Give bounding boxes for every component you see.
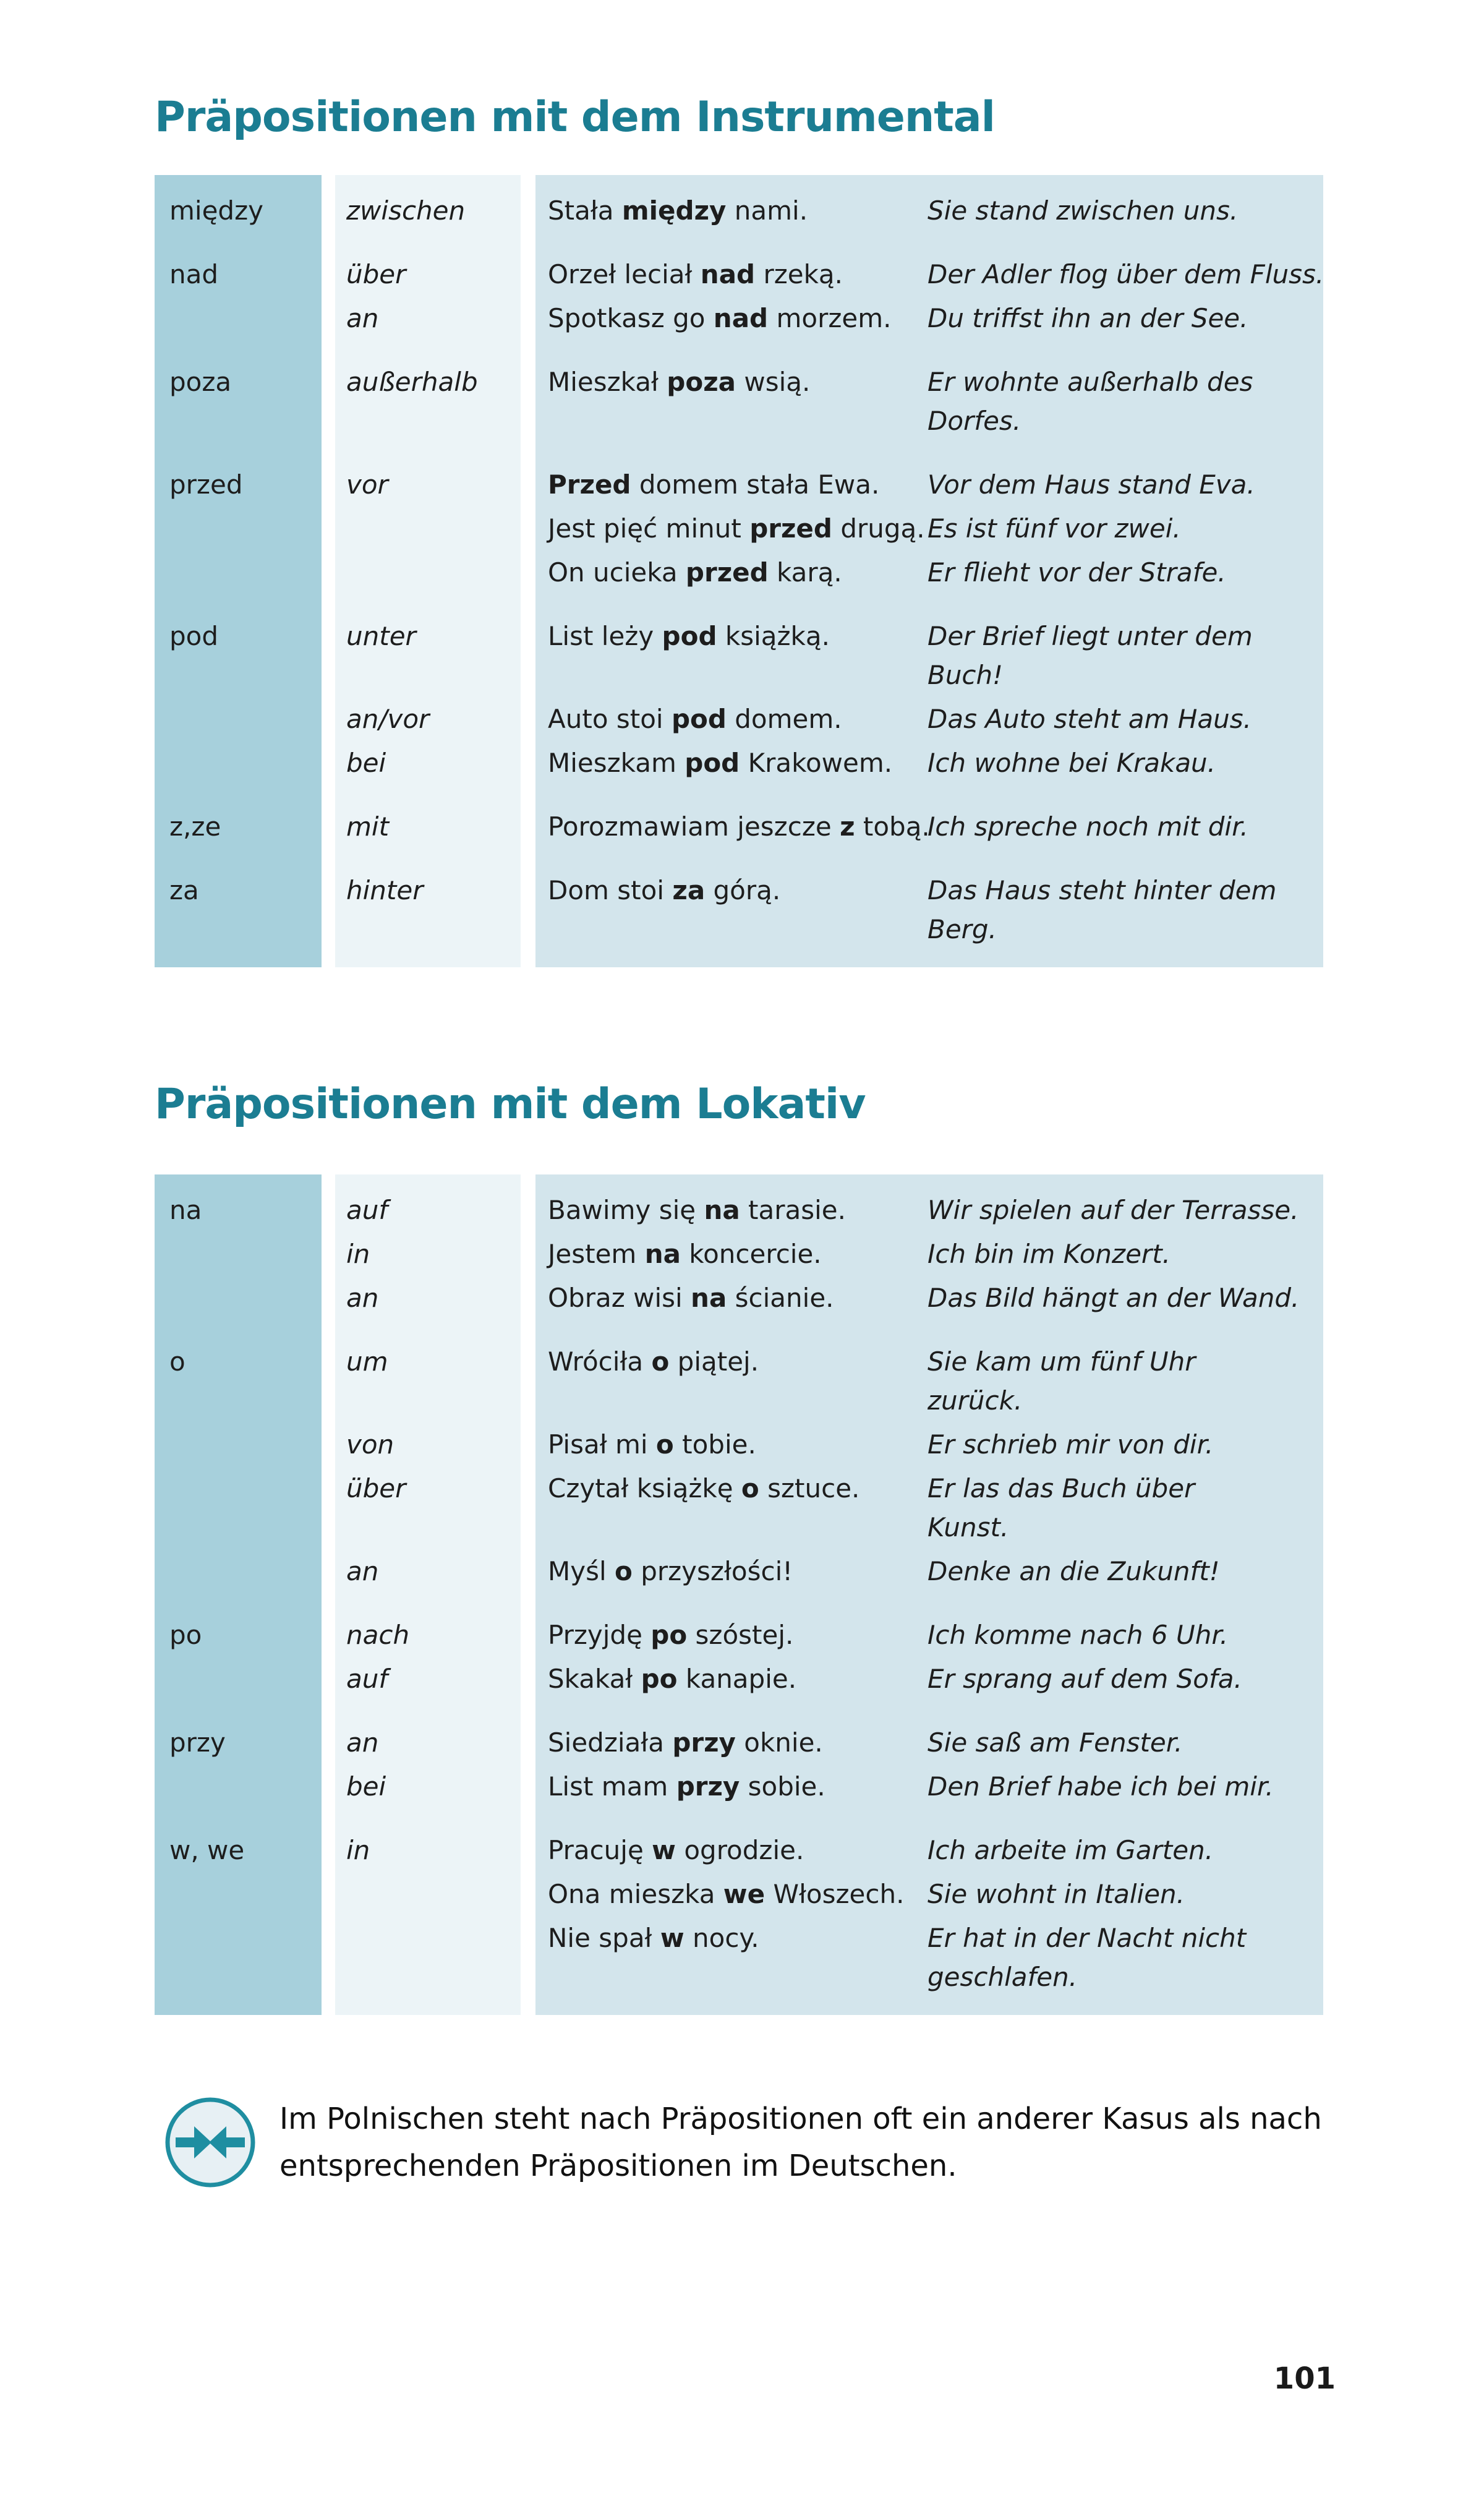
preposition-pl: przy	[169, 1727, 226, 1758]
example-de	[915, 191, 1323, 230]
example-pl: Stała między nami.	[548, 195, 808, 226]
table-subrow	[155, 299, 1323, 338]
example-pl: Czytał książkę o sztuce.	[548, 1473, 860, 1504]
example-de-line: Den Brief habe ich bei mir.	[927, 1771, 1274, 1802]
table-subrow	[155, 1469, 1323, 1547]
table-row	[155, 871, 1323, 949]
example-de	[915, 1234, 1323, 1273]
table-row	[155, 1723, 1323, 1806]
table-subrow	[155, 362, 1323, 440]
preposition-de	[322, 509, 521, 548]
example-de	[915, 255, 1324, 294]
table-subrow	[155, 191, 1323, 230]
table-row	[155, 1191, 1323, 1317]
preposition-pl	[155, 299, 322, 338]
converging-arrows-icon	[162, 2094, 258, 2191]
example-pl: Pisał mi o tobie.	[548, 1429, 756, 1460]
example-de	[915, 1469, 1323, 1547]
preposition-pl	[155, 1552, 322, 1591]
preposition-de: vor	[346, 469, 388, 500]
preposition-pl: za	[169, 875, 199, 905]
table-subrow	[155, 1918, 1323, 1996]
table-subrow	[155, 1831, 1323, 1870]
preposition-de: außerhalb	[346, 367, 478, 397]
example-de	[915, 1918, 1323, 1996]
table-row	[155, 1615, 1323, 1698]
example-de-line: Es ist fünf vor zwei.	[927, 513, 1181, 544]
preposition-de: mit	[346, 811, 390, 842]
preposition-pl: przed	[169, 469, 243, 500]
example-de-line: Ich wohne bei Krakau.	[927, 748, 1216, 778]
table-subrow	[155, 1234, 1323, 1273]
preposition-pl: poza	[169, 367, 232, 397]
preposition-de: über	[346, 1473, 406, 1504]
preposition-de: an	[346, 1727, 379, 1758]
table-subrow	[155, 1723, 1323, 1762]
example-de-line: Sie stand zwischen uns.	[927, 195, 1239, 226]
example-pl: List leży pod książką.	[548, 621, 830, 651]
example-pl: Jestem na koncercie.	[548, 1239, 822, 1269]
example-de	[915, 699, 1323, 738]
example-de	[915, 553, 1323, 592]
example-de-line: Er hat in der Nacht nicht	[927, 1923, 1247, 1953]
example-pl: Wróciła o piątej.	[548, 1346, 759, 1377]
table-row	[155, 807, 1323, 846]
preposition-de: in	[346, 1239, 370, 1269]
table-subrow	[155, 699, 1323, 738]
preposition-de: an	[346, 303, 379, 333]
example-pl: Przyjdę po szóstej.	[548, 1620, 794, 1650]
table-subrow	[155, 871, 1323, 949]
example-de	[915, 509, 1323, 548]
example-de-line: Das Auto steht am Haus.	[927, 704, 1252, 734]
example-de	[915, 1342, 1323, 1420]
example-de-line: Ich komme nach 6 Uhr.	[927, 1620, 1229, 1650]
preposition-de	[322, 1918, 521, 1996]
example-de-line: Buch!	[927, 660, 1003, 690]
table-subrow	[155, 1659, 1323, 1698]
table-subrow	[155, 743, 1323, 782]
preposition-pl: na	[169, 1195, 202, 1225]
section-title-instrumental: Präpositionen mit dem Instrumental	[155, 93, 995, 142]
preposition-pl	[155, 553, 322, 592]
preposition-pl: w, we	[169, 1835, 245, 1865]
preposition-de: über	[346, 259, 406, 289]
table-row	[155, 1342, 1323, 1591]
example-de-line: Er las das Buch über	[927, 1473, 1195, 1504]
table-subrow	[155, 465, 1323, 504]
example-pl: Obraz wisi na ścianie.	[548, 1283, 834, 1313]
page-number: 101	[1273, 2361, 1336, 2396]
preposition-de: von	[346, 1429, 394, 1460]
preposition-pl	[155, 1659, 322, 1698]
example-de-line: Dorfes.	[927, 406, 1021, 436]
example-de-line: Das Bild hängt an der Wand.	[927, 1283, 1300, 1313]
preposition-pl	[155, 509, 322, 548]
preposition-de: an/vor	[346, 704, 430, 734]
note-text	[279, 2095, 1322, 2189]
preposition-pl	[155, 743, 322, 782]
example-de	[915, 1875, 1323, 1914]
example-de-line: Ich spreche noch mit dir.	[927, 811, 1248, 842]
example-de-line: Er schrieb mir von dir.	[927, 1429, 1214, 1460]
preposition-de: an	[346, 1283, 379, 1313]
example-de-line: Er wohnte außerhalb des	[927, 367, 1253, 397]
preposition-de: in	[346, 1835, 370, 1865]
table-subrow	[155, 1278, 1323, 1317]
example-pl: Mieszkał poza wsią.	[548, 367, 811, 397]
example-de	[915, 1425, 1323, 1464]
example-de	[915, 1552, 1323, 1591]
table-row	[155, 255, 1323, 338]
preposition-pl: między	[169, 195, 263, 226]
example-de	[915, 617, 1323, 695]
table-subrow	[155, 1767, 1323, 1806]
example-pl: List mam przy sobie.	[548, 1771, 825, 1802]
example-de-line: Ich bin im Konzert.	[927, 1239, 1171, 1269]
preposition-de	[322, 553, 521, 592]
example-de-line: Kunst.	[927, 1512, 1009, 1542]
preposition-de: hinter	[346, 875, 424, 905]
table-row	[155, 617, 1323, 782]
example-de-line: Er flieht vor der Strafe.	[927, 557, 1226, 588]
table-subrow	[155, 1615, 1323, 1654]
preposition-pl	[155, 1875, 322, 1914]
table-subrow	[155, 509, 1323, 548]
note-line: entsprechenden Präpositionen im Deutschen.	[279, 2149, 957, 2183]
instrumental-table	[155, 175, 1323, 967]
example-pl: Auto stoi pod domem.	[548, 704, 842, 734]
example-pl: Porozmawiam jeszcze z tobą.	[548, 811, 930, 842]
example-pl: Nie spał w nocy.	[548, 1923, 759, 1953]
example-de-line: Der Adler flog über dem Fluss.	[927, 259, 1324, 289]
lokativ-table-rows	[155, 1174, 1323, 2015]
example-de-line: geschlafen.	[927, 1962, 1078, 1992]
example-de	[915, 743, 1323, 782]
preposition-de: zwischen	[346, 195, 466, 226]
example-pl: Orzeł leciał nad rzeką.	[548, 259, 843, 289]
example-pl: Siedziała przy oknie.	[548, 1727, 823, 1758]
example-de-line: Das Haus steht hinter dem	[927, 875, 1277, 905]
example-de-line: zurück.	[927, 1385, 1023, 1416]
example-de	[915, 1191, 1323, 1230]
example-pl: Jest pięć minut przed drugą.	[548, 513, 925, 544]
example-de-line: Berg.	[927, 914, 997, 944]
preposition-de: bei	[346, 748, 386, 778]
example-de	[915, 1615, 1323, 1654]
example-pl: Bawimy się na tarasie.	[548, 1195, 846, 1225]
example-de	[915, 1278, 1323, 1317]
preposition-pl: nad	[169, 259, 219, 289]
preposition-pl: po	[169, 1620, 202, 1650]
table-subrow	[155, 1875, 1323, 1914]
example-pl: Mieszkam pod Krakowem.	[548, 748, 893, 778]
table-subrow	[155, 255, 1323, 294]
example-de-line: Der Brief liegt unter dem	[927, 621, 1253, 651]
table-subrow	[155, 807, 1323, 846]
example-pl: Spotkasz go nad morzem.	[548, 303, 892, 333]
section-title-lokativ: Präpositionen mit dem Lokativ	[155, 1080, 866, 1129]
example-de	[915, 299, 1323, 338]
example-de-line: Du triffst ihn an der See.	[927, 303, 1248, 333]
example-pl: Myśl o przyszłości!	[548, 1556, 793, 1586]
table-subrow	[155, 1191, 1323, 1230]
preposition-pl	[155, 1278, 322, 1317]
table-row	[155, 1831, 1323, 1996]
preposition-pl	[155, 1767, 322, 1806]
table-row	[155, 465, 1323, 592]
example-de	[915, 1767, 1323, 1806]
preposition-de: auf	[346, 1195, 388, 1225]
example-de-line: Er sprang auf dem Sofa.	[927, 1664, 1242, 1694]
preposition-de: nach	[346, 1620, 410, 1650]
example-de-line: Sie kam um fünf Uhr	[927, 1346, 1196, 1377]
example-de-line: Denke an die Zukunft!	[927, 1556, 1220, 1586]
preposition-de	[322, 1875, 521, 1914]
instrumental-table-rows	[155, 175, 1323, 967]
example-de	[915, 1723, 1323, 1762]
example-de	[915, 362, 1323, 440]
example-de	[915, 807, 1323, 846]
lokativ-table	[155, 1174, 1323, 2015]
example-de-line: Ich arbeite im Garten.	[927, 1835, 1214, 1865]
example-de	[915, 871, 1323, 949]
example-pl: Pracuję w ogrodzie.	[548, 1835, 804, 1865]
table-subrow	[155, 617, 1323, 695]
example-de	[915, 1831, 1323, 1870]
preposition-pl	[155, 1469, 322, 1547]
case-difference-note	[162, 2094, 1484, 2191]
note-line: Im Polnischen steht nach Präpositionen oft ein anderer Kasus als nach	[279, 2102, 1322, 2136]
table-subrow	[155, 1342, 1323, 1420]
preposition-pl	[155, 1425, 322, 1464]
preposition-de: bei	[346, 1771, 386, 1802]
example-pl: Przed domem stała Ewa.	[548, 469, 880, 500]
example-pl: Skakał po kanapie.	[548, 1664, 797, 1694]
table-subrow	[155, 1425, 1323, 1464]
example-pl: Ona mieszka we Włoszech.	[548, 1879, 905, 1909]
preposition-pl: pod	[169, 621, 219, 651]
preposition-pl	[155, 1918, 322, 1996]
preposition-de: unter	[346, 621, 416, 651]
preposition-pl	[155, 1234, 322, 1273]
example-de-line: Sie wohnt in Italien.	[927, 1879, 1185, 1909]
example-de	[915, 465, 1323, 504]
preposition-de: an	[346, 1556, 379, 1586]
table-row	[155, 191, 1323, 230]
example-pl: Dom stoi za górą.	[548, 875, 781, 905]
preposition-pl: z,ze	[169, 811, 221, 842]
table-row	[155, 362, 1323, 440]
preposition-pl: o	[169, 1346, 186, 1377]
preposition-pl	[155, 699, 322, 738]
table-subrow	[155, 1552, 1323, 1591]
example-de-line: Sie saß am Fenster.	[927, 1727, 1183, 1758]
table-subrow	[155, 553, 1323, 592]
preposition-de: auf	[346, 1664, 388, 1694]
example-de-line: Vor dem Haus stand Eva.	[927, 469, 1255, 500]
example-pl: On ucieka przed karą.	[548, 557, 842, 588]
preposition-de: um	[346, 1346, 388, 1377]
example-de-line: Wir spielen auf der Terrasse.	[927, 1195, 1299, 1225]
example-de	[915, 1659, 1323, 1698]
